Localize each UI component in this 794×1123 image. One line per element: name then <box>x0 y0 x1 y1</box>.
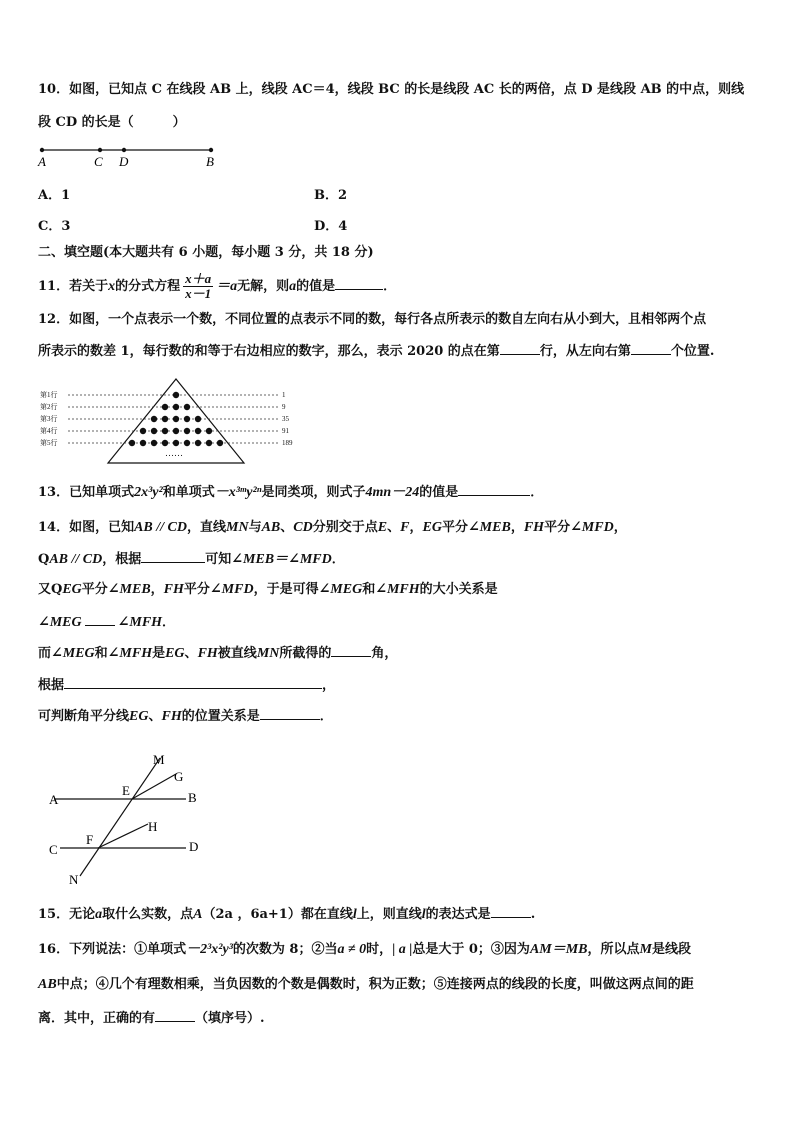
q14-l6: 根据 <box>38 678 65 693</box>
triangle-dot <box>151 428 157 434</box>
q14-l2-mid: ，根据 <box>102 552 142 567</box>
triangle-dot <box>217 440 223 446</box>
q14-sep: 、 <box>280 520 294 535</box>
q14-sep: 、 <box>184 646 198 661</box>
ray-fh <box>98 824 148 848</box>
q14-eg: EG <box>129 709 149 724</box>
q10-option-b: B．2 <box>314 188 348 203</box>
label-d: D <box>189 839 199 854</box>
q16-l1b: 的次数为 8；②当 <box>232 942 338 957</box>
q12-line2b: 行，从左向右第 <box>539 344 631 359</box>
q16-line2 <box>38 975 694 995</box>
q15-point-a: A <box>193 907 203 922</box>
q11-equals: ＝a <box>216 279 238 294</box>
triangle-dot <box>162 428 168 434</box>
q14-comma: ， <box>510 520 524 535</box>
q16-l1c: 时， <box>366 942 393 957</box>
line-mn <box>80 758 160 876</box>
q14-mn: MN <box>256 646 280 661</box>
q14-l3-mid: ，于是可得 <box>253 582 319 597</box>
q14-l5-prefix: 而 <box>38 646 52 661</box>
section-title: 二、填空题(本大题共有 6 小题，每小题 3 分，共 18 分) <box>38 245 374 260</box>
q14-l1-mid1: ，直线 <box>187 520 227 535</box>
q11-answer-blank[interactable] <box>335 276 383 290</box>
point-d-label: D <box>119 154 129 169</box>
q15-text-e: 的表达式是 <box>425 907 491 922</box>
q11-suffix2: 的值是 <box>296 279 336 294</box>
q14-bisects: 平分 <box>544 520 571 535</box>
q13-mid: 和单项式 <box>162 485 215 500</box>
q16-point-m: M <box>639 942 652 957</box>
triangle-dot <box>140 428 146 434</box>
q14-bisects: 平分 <box>441 520 468 535</box>
point-d-dot <box>122 148 126 152</box>
q11-end: ． <box>383 279 397 294</box>
q14-line2 <box>38 549 345 570</box>
q14-comma: ， <box>409 520 423 535</box>
q14-angle-meg: ∠MEG <box>38 615 82 630</box>
q14-eg: EG <box>62 582 82 597</box>
q16-monomial: －2³x²y³ <box>186 942 233 957</box>
q10-line2: 段 CD 的长是（ ） <box>38 115 186 130</box>
q14-fh: FH <box>523 520 545 535</box>
q14-line7 <box>38 706 333 727</box>
triangle-dot <box>206 428 212 434</box>
q14-period: ． <box>162 615 176 630</box>
q14-cd: CD <box>293 520 313 535</box>
q14-reason-blank[interactable] <box>141 549 205 563</box>
q12-row-blank[interactable] <box>500 341 540 355</box>
q14-sep: 、 <box>148 709 162 724</box>
row-sum-5: 189 <box>282 439 293 447</box>
triangle-dot <box>195 440 201 446</box>
triangle-dot <box>140 440 146 446</box>
q15-var-a: a <box>95 907 103 922</box>
row-sum-2: 9 <box>282 403 286 411</box>
q12-line2c: 个位置. <box>670 344 715 359</box>
label-m: M <box>153 752 165 767</box>
q14-mn: MN <box>226 520 249 535</box>
q14-comma: ， <box>150 582 164 597</box>
q14-line5 <box>38 643 397 664</box>
q10-line1: 10．如图，已知点 C 在线段 AB 上，线段 AC＝4，线段 BC 的长是线段 AC 长的两倍，点 D 是线段 AB 的中点，则线 <box>38 82 745 97</box>
triangle-dot <box>162 416 168 422</box>
q13-monomial1: 2x³y² <box>134 485 163 500</box>
q14-angle-meg: ∠MEG <box>318 582 363 597</box>
q12-position-blank[interactable] <box>631 341 671 355</box>
q14-angle-equality: ∠MEB＝∠MFD <box>231 552 332 567</box>
q14-eg: EG <box>422 520 442 535</box>
label-e: E <box>122 783 130 798</box>
q16-l1d: 总是大于 0；③因为 <box>412 942 530 957</box>
q16-l2a: 中点；④几个有理数相乘，当负因数的个数是偶数时，积为正数；⑤连接两点的线段的长度，叫做这两点间的距 <box>56 977 694 992</box>
q14-and: 和 <box>362 582 376 597</box>
q14-l6-end: ， <box>322 678 336 693</box>
q14-fh: FH <box>161 709 182 724</box>
q14-line1 <box>38 518 627 538</box>
q14-l1-prefix: 14．如图，已知 <box>38 520 135 535</box>
point-b-label: B <box>206 154 214 169</box>
row-label-2: 第2行 <box>40 403 58 411</box>
q15 <box>38 904 535 925</box>
q14-period: ． <box>331 552 345 567</box>
q15-answer-blank[interactable] <box>491 904 531 918</box>
triangle-dot <box>151 416 157 422</box>
row-sum-3: 35 <box>282 415 289 423</box>
q14-eg: EG <box>165 646 185 661</box>
q16-line1 <box>38 940 691 960</box>
triangle-dot <box>129 440 135 446</box>
triangle-dot <box>184 404 190 410</box>
triangle-dot <box>195 416 201 422</box>
q13-end: 的值是 <box>419 485 459 500</box>
q14-angle-mfd: ∠MFD <box>570 520 614 535</box>
q14-l7: 可判断角平分线 <box>38 709 130 724</box>
q15-text-b: 取什么实数，点 <box>102 907 194 922</box>
row-label-1: 第1行 <box>40 391 58 399</box>
point-c-label: C <box>94 154 103 169</box>
label-b: B <box>188 790 197 805</box>
triangle-dot <box>184 440 190 446</box>
q14-e: E <box>377 520 388 535</box>
q11-mid: 的分式方程 <box>115 279 181 294</box>
q10-segment-figure <box>30 140 230 172</box>
q10-option-d: D．4 <box>314 219 348 234</box>
q14-l1-mid2: 与 <box>248 520 262 535</box>
q16-l1f: 是线段 <box>651 942 691 957</box>
row-sum-4: 91 <box>282 427 289 435</box>
triangle-dot <box>173 404 179 410</box>
triangle-dot <box>162 404 168 410</box>
q16-answer-blank[interactable] <box>155 1008 195 1022</box>
q13-expression: 4mn－24 <box>365 485 420 500</box>
q16-absolute: | a | <box>392 942 413 957</box>
q14-l1-mid3: 分别交于点 <box>312 520 378 535</box>
q14-f: F <box>400 520 410 535</box>
row-label-4: 第4行 <box>40 427 58 435</box>
triangle-dot <box>184 428 190 434</box>
label-f: F <box>86 832 94 847</box>
row-label-5: 第5行 <box>40 439 58 447</box>
q13-suffix: 是同类项，则式子 <box>261 485 366 500</box>
q14-fh: FH <box>197 646 218 661</box>
point-c-dot <box>98 148 102 152</box>
q16-l1e: ，所以点 <box>587 942 640 957</box>
q14-ab-parallel-cd: AB // CD <box>49 552 103 567</box>
q14-basis-blank[interactable] <box>64 675 322 689</box>
q16-condition: a ≠ 0 <box>337 942 367 957</box>
q14-angle-type-blank[interactable] <box>331 643 371 657</box>
point-a-label: A <box>38 154 46 169</box>
triangle-dot <box>173 416 179 422</box>
q15-text-d: 上，则直线 <box>356 907 422 922</box>
triangle-dot <box>173 428 179 434</box>
triangle-dot <box>206 440 212 446</box>
q13 <box>38 482 543 503</box>
point-a-dot <box>40 148 44 152</box>
q12-line1: 12．如图，一个点表示一个数，不同位置的点表示不同的数，每行各点所表示的数自左向右从小到大，且相邻两个点 <box>38 312 707 327</box>
q16-l3b: （填序号）. <box>195 1011 265 1026</box>
q13-prefix: 13．已知单项式 <box>38 485 135 500</box>
q14-l3-prefix: 又Q <box>38 582 63 597</box>
q14-angle-meg: ∠MEG <box>51 646 95 661</box>
q16-l3a: 离．其中，正确的有 <box>38 1011 156 1026</box>
q14-l5-mid: 是 <box>152 646 166 661</box>
point-b-dot <box>209 148 213 152</box>
q11 <box>38 272 396 301</box>
q15-end: . <box>530 907 536 922</box>
label-c: C <box>49 842 58 857</box>
triangle-dot <box>151 440 157 446</box>
q14-angle-mfh: ∠MFH <box>117 615 163 630</box>
q11-prefix: 11．若关于 <box>38 279 109 294</box>
q15-line-l: l <box>421 907 426 922</box>
q11-denominator: x－1 <box>185 286 212 301</box>
q11-suffix1: 无解，则 <box>237 279 290 294</box>
q14-l7-mid: 的位置关系是 <box>181 709 260 724</box>
q15-coordinates: （2a ，6a+1） <box>202 907 301 922</box>
q11-numerator: x＋a <box>185 271 212 286</box>
q13-period: ． <box>530 485 544 500</box>
label-g: G <box>174 769 184 784</box>
ray-eg <box>132 774 176 799</box>
continuation-dots: …… <box>165 448 183 458</box>
q14-l2-mid2: 可知 <box>205 552 232 567</box>
triangle-dot <box>195 428 201 434</box>
q12-line2a: 所表示的数差 1，每行数的和等于右边相应的数字，那么，表示 2020 的点在第 <box>38 344 500 359</box>
q15-line-l: l <box>352 907 357 922</box>
q14-ab: AB <box>261 520 281 535</box>
q14-relation-blank[interactable] <box>85 612 115 626</box>
q16-l1a: 16．下列说法：①单项式 <box>38 942 187 957</box>
q14-l2-prefix: Q <box>38 552 50 567</box>
q14-comma: ， <box>613 520 627 535</box>
q14-angle-meb: ∠MEB <box>467 520 511 535</box>
q14-position-blank[interactable] <box>260 706 320 720</box>
label-n: N <box>69 872 79 887</box>
label-a: A <box>49 792 59 807</box>
q16-segment-ab: AB <box>38 977 57 992</box>
q10-option-c: C．3 <box>38 219 71 234</box>
q14-bisects: 平分 <box>81 582 108 597</box>
q14-and: 和 <box>94 646 108 661</box>
q16-line3 <box>38 1008 265 1029</box>
q14-angle-meb: ∠MEB <box>107 582 151 597</box>
q13-answer-blank[interactable] <box>458 482 530 496</box>
q12-dot-triangle-figure <box>36 376 296 468</box>
q16-equality: AM＝MB <box>529 942 588 957</box>
triangle-dot <box>173 392 179 398</box>
q14-line6 <box>38 675 335 696</box>
row-label-3: 第3行 <box>40 415 58 423</box>
q14-sep: 、 <box>387 520 401 535</box>
label-h: H <box>148 819 158 834</box>
q14-angle-mfh: ∠MFH <box>375 582 420 597</box>
q13-monomial2: －x³ᵐy²ⁿ <box>214 485 262 500</box>
q14-line3 <box>38 580 498 600</box>
q10-option-a: A．1 <box>38 188 71 203</box>
q11-var-x: x <box>108 279 116 294</box>
q14-bisects: 平分 <box>183 582 210 597</box>
q11-var-a: a <box>289 279 297 294</box>
q11-fraction <box>183 272 213 301</box>
q14-l3-end: 的大小关系是 <box>419 582 498 597</box>
q12-line2 <box>38 341 714 362</box>
triangle-dot <box>184 416 190 422</box>
q15-text-a: 15．无论 <box>38 907 96 922</box>
triangle-dot <box>162 440 168 446</box>
q14-line4 <box>38 612 175 633</box>
q14-angle-mfd: ∠MFD <box>209 582 254 597</box>
row-sum-1: 1 <box>282 391 286 399</box>
q14-l5-mid3: 所截得的 <box>279 646 332 661</box>
q14-l5-end: 角， <box>371 646 398 661</box>
q15-text-c: 都在直线 <box>300 907 353 922</box>
q14-period: ． <box>319 709 333 724</box>
q14-fh: FH <box>163 582 184 597</box>
triangle-dot <box>173 440 179 446</box>
q14-l5-mid2: 被直线 <box>217 646 257 661</box>
q14-ab-parallel-cd: AB // CD <box>134 520 187 535</box>
q14-parallel-lines-figure <box>36 748 226 888</box>
q14-angle-mfh: ∠MFH <box>107 646 153 661</box>
